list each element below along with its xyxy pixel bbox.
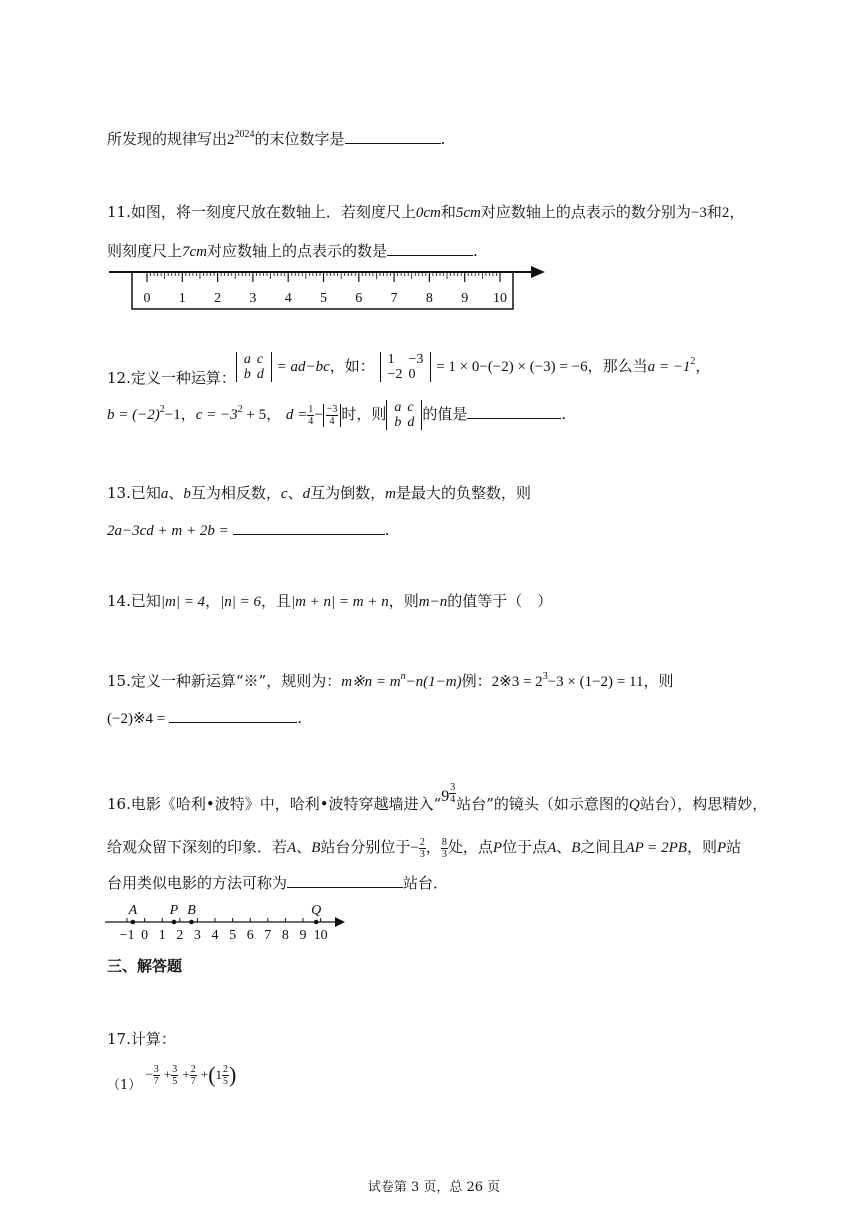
- q16-P: P: [492, 840, 503, 856]
- q12-c-def: c = −3: [195, 407, 238, 423]
- q13-end: .: [384, 521, 390, 539]
- q16-B: B: [311, 840, 321, 856]
- q12-prefix: 12.定义一种运算：: [107, 369, 236, 387]
- q16-line2: [107, 836, 741, 860]
- q12-then: ，那么当: [587, 357, 648, 375]
- q12-c-tail: + 5，: [242, 407, 282, 423]
- q10-exp: 2024: [234, 129, 255, 140]
- q13-c: c: [280, 486, 288, 502]
- q15-answer-blank[interactable]: [169, 708, 297, 723]
- q14-m-abs: |m| = 4: [160, 594, 206, 610]
- q12-c-exp: 2: [237, 404, 243, 415]
- q12-line1: [107, 352, 711, 387]
- q12-d-frac2: [326, 404, 339, 427]
- ex-1: 1: [387, 352, 395, 367]
- q12-eq2: = 1 × 0−(−2) × (−3) = −6: [436, 359, 588, 375]
- frac-numerator: 2: [190, 1063, 196, 1075]
- q13-dun1: 、: [168, 484, 184, 502]
- q16-answer-blank[interactable]: [287, 873, 403, 888]
- section3-heading: 三、解答题: [107, 957, 183, 975]
- q12-eq1: = ad−bc: [276, 359, 330, 375]
- frac-denominator: 4: [329, 415, 335, 427]
- q12-det-target: [386, 400, 422, 430]
- axis-arrow-icon: [531, 266, 545, 278]
- q16-text-g: 位于点: [502, 838, 548, 856]
- q16-text-h: 之间且: [580, 838, 626, 856]
- q13-m: m: [385, 486, 396, 502]
- ruler-label: 9: [461, 291, 469, 306]
- q15-ex: 例：: [461, 672, 492, 690]
- q16-dun2: 、: [556, 838, 572, 856]
- det-a: a: [243, 352, 251, 367]
- q14-comma: ，: [205, 592, 221, 610]
- ruler-label: 0: [143, 291, 151, 306]
- q12-answer-blank[interactable]: [467, 404, 561, 419]
- number-line-label: −1: [119, 928, 135, 943]
- q14-sum-abs: |m + n| = m + n: [290, 594, 389, 610]
- q11-line1: [107, 201, 744, 222]
- q15-ex-exp: 3: [542, 671, 548, 682]
- point-a: [131, 920, 136, 925]
- det-b: b: [243, 367, 251, 382]
- q12-abs-bars: [323, 404, 342, 427]
- q16-comma: ，: [425, 838, 441, 856]
- q12-end: .: [561, 405, 567, 423]
- number-line-label: 9: [299, 928, 307, 943]
- q16-text-a: 16.电影《哈利•波特》中，哈利•波特穿越墙进入“: [107, 795, 442, 813]
- q10-text-b: 的末位数字是: [254, 130, 345, 148]
- q16-text-d: 给观众留下深刻的印象．若: [107, 838, 288, 856]
- q14-text-b: ，且: [260, 592, 291, 610]
- q10-text-a: 所发现的规律写出: [107, 130, 228, 148]
- q17-plus3: +: [200, 1066, 209, 1082]
- q14-text-a: 14.已知: [107, 592, 161, 610]
- q15-line2: [107, 708, 302, 728]
- q10-end: .: [440, 130, 446, 148]
- frac-numerator: 2: [223, 1063, 229, 1075]
- det-a: a: [394, 400, 402, 415]
- point-label-b: B: [187, 903, 196, 918]
- ex-m3: −3: [408, 352, 424, 367]
- q16-B2: B: [571, 840, 581, 856]
- q13-text3: 是最大的负整数，则: [395, 484, 531, 502]
- q14-line: [107, 590, 552, 611]
- q15-line1: [107, 670, 673, 691]
- q11-text-a: 11.如图，将一刻度尺放在数轴上．若刻度尺上: [107, 203, 416, 221]
- frac-numerator: 1: [308, 403, 314, 415]
- number-line-label: 3: [193, 928, 201, 943]
- q16-text-b: 站台”的镜头（如示意图的: [456, 795, 629, 813]
- q16-mixed-frac: [449, 782, 456, 805]
- q11-c0: 0cm: [415, 205, 441, 221]
- page-footer: 试卷第 3 页，总 26 页: [367, 1180, 501, 1195]
- q14-text-d: 的值等于（ ）: [447, 592, 553, 610]
- q16-A2: A: [547, 840, 557, 856]
- q11-text-c: 则刻度尺上: [107, 242, 183, 260]
- q15-rule: m※n = m: [341, 674, 401, 690]
- number-line-label: 2: [176, 928, 184, 943]
- q17-part1-label: （1）: [107, 1077, 142, 1093]
- number-line-label: 4: [211, 928, 219, 943]
- q17-t2: [171, 1064, 178, 1087]
- q16-text-f: 处，点: [447, 838, 493, 856]
- q13-d: d: [302, 486, 311, 502]
- q17-plus1: +: [163, 1066, 172, 1082]
- q16-frac1: [419, 837, 426, 860]
- det-c: c: [407, 400, 414, 415]
- q16-A: A: [287, 840, 297, 856]
- q17-t3: [190, 1064, 197, 1087]
- q11-comma: ，: [729, 203, 745, 221]
- q11-answer-blank[interactable]: [387, 241, 473, 256]
- q17-part1: [107, 1062, 237, 1093]
- point-b: [189, 920, 194, 925]
- det-d: d: [407, 415, 415, 430]
- q16-dun: 、: [296, 838, 312, 856]
- point-label-p: P: [169, 903, 179, 918]
- q15-rule-exp: n: [400, 671, 406, 682]
- ruler-label: 8: [425, 291, 433, 306]
- point-label-a: A: [128, 903, 138, 918]
- number-line-label: 1: [158, 928, 166, 943]
- number-line-label: 7: [264, 928, 272, 943]
- q12-comma: ，: [695, 357, 711, 375]
- q16-line3: [107, 872, 448, 893]
- q10-answer-blank[interactable]: [345, 129, 441, 144]
- q17-t1-sign: −: [145, 1066, 153, 1082]
- q16-text-j: 站: [726, 838, 742, 856]
- q17-paren-right: ): [229, 1062, 237, 1087]
- q17-plus2: +: [182, 1066, 190, 1082]
- q13-answer-blank[interactable]: [233, 520, 385, 535]
- q11-and: 和: [440, 203, 456, 221]
- q17-t4-whole: 1: [215, 1067, 223, 1082]
- ruler-label: 6: [355, 291, 363, 306]
- q11-v2: 2: [721, 205, 730, 221]
- q13-b: b: [183, 486, 191, 502]
- q11-and2: 和: [706, 203, 722, 221]
- q13-line1: [107, 482, 531, 503]
- q13-line2: [107, 520, 390, 540]
- frac-denominator: 4: [308, 415, 314, 427]
- q12-det-def: [236, 352, 272, 382]
- q16-number-line: [105, 898, 350, 944]
- q16-line1: [107, 781, 768, 817]
- frac-denominator: 7: [153, 1075, 159, 1087]
- q13-text2: 互为倒数，: [310, 484, 386, 502]
- q12-when: 时，则: [341, 405, 387, 423]
- frac-denominator: 3: [419, 848, 425, 860]
- ruler-labels: [144, 291, 508, 306]
- point-p: [172, 920, 177, 925]
- q10-tail-line: [107, 128, 445, 149]
- q15-ex-eq: 2※3 = 2: [491, 674, 543, 690]
- q12-line2: [107, 400, 566, 430]
- frac-numerator: 3: [450, 781, 456, 793]
- frac-numerator: 3: [153, 1063, 159, 1075]
- q13-expression: 2a−3cd + m + 2b =: [107, 523, 229, 539]
- ruler-label: 7: [390, 291, 398, 306]
- q11-text-b: 对应数轴上的点表示的数分别为: [480, 203, 691, 221]
- frac-numerator: 3: [172, 1063, 178, 1075]
- frac-denominator: 3: [441, 848, 447, 860]
- frac-denominator: 7: [190, 1075, 196, 1087]
- ruler-label: 10: [493, 291, 507, 306]
- ex-0: 0: [408, 367, 416, 382]
- q16-text-k: 台用类似电影的方法可称为: [107, 874, 288, 892]
- ex-m2: −2: [387, 367, 403, 382]
- q15-ex-tail: −3 × (1−2) = 11: [547, 674, 644, 690]
- q11-c7: 7cm: [182, 244, 208, 260]
- number-line-label: 0: [141, 928, 149, 943]
- q16-frac2: [441, 837, 448, 860]
- q16-text-l: 站台．: [403, 874, 449, 892]
- q14-n-abs: |n| = 6: [220, 594, 261, 610]
- q17-t1: [153, 1064, 160, 1087]
- q11-text-d: 对应数轴上的点表示的数是: [207, 242, 388, 260]
- ruler-label: 3: [249, 291, 257, 306]
- q17-paren-left: (: [208, 1062, 216, 1087]
- q13-text-a: 13.已知: [107, 484, 161, 502]
- q11-c5: 5cm: [455, 205, 481, 221]
- number-line-label: 10: [313, 928, 328, 943]
- frac-numerator: 8: [441, 836, 447, 848]
- q12-a-def: a = −1: [647, 359, 691, 375]
- q17-title: 17.计算：: [107, 1030, 176, 1048]
- q16-text-e: 站台分别位于: [320, 838, 411, 856]
- q16-relation: AP = 2PB: [625, 840, 687, 856]
- q16-text-i: ，则: [686, 838, 717, 856]
- ruler-label: 4: [284, 291, 292, 306]
- q16-mixed-whole: 9: [441, 788, 450, 805]
- number-line-labels: [120, 928, 328, 943]
- point-q: [314, 920, 319, 925]
- number-line-arrow-icon: [335, 917, 345, 927]
- point-label-q: Q: [311, 903, 322, 918]
- frac-numerator: 2: [419, 836, 425, 848]
- q16-text-c: 站台），构思精妙，: [639, 795, 768, 813]
- q10-base: 2: [227, 132, 235, 148]
- number-line-label: 6: [246, 928, 254, 943]
- frac-denominator: 4: [450, 793, 456, 805]
- q15-then: ，则: [643, 672, 674, 690]
- q13-a: a: [160, 486, 169, 502]
- q11-line2: [107, 240, 478, 261]
- q17-t4: [222, 1064, 229, 1087]
- q12-det-example: [380, 352, 432, 382]
- q15-text-a: 15.定义一种新运算“※”，规则为：: [107, 672, 342, 690]
- q13-dun2: 、: [287, 484, 303, 502]
- ruler-label: 1: [178, 291, 186, 306]
- q12-b-def: b = (−2): [107, 407, 160, 423]
- frac-denominator: 5: [172, 1075, 178, 1087]
- q12-b-exp: 2: [159, 404, 165, 415]
- ruler-label: 2: [214, 291, 222, 306]
- q16-P2: P: [716, 840, 727, 856]
- q12-d-minus: −: [314, 407, 323, 423]
- det-c: c: [256, 352, 264, 367]
- q12-b-tail: −1，: [164, 407, 196, 423]
- det-b: b: [394, 415, 402, 430]
- q15-end: .: [297, 709, 303, 727]
- q11-ruler-figure: [105, 262, 550, 314]
- number-line-points: [128, 903, 322, 924]
- q12-ru: ，如：: [329, 357, 375, 375]
- q11-end: .: [473, 242, 478, 260]
- q15-rule-tail: −n(1−m): [405, 674, 462, 690]
- frac-numerator: −3: [326, 403, 338, 415]
- q16-Q: Q: [628, 797, 640, 813]
- ruler-label: 5: [320, 291, 327, 306]
- q13-text1: 互为相反数，: [190, 484, 281, 502]
- q12-value: 的值是: [422, 405, 468, 423]
- number-line-label: 8: [281, 928, 289, 943]
- det-d: d: [256, 367, 264, 382]
- q14-diff: m−n: [418, 594, 448, 610]
- frac-denominator: 5: [223, 1075, 229, 1087]
- ruler-ticks: [147, 272, 500, 282]
- q15-expression: (−2)※4 =: [107, 711, 166, 727]
- q14-text-c: ，则: [388, 592, 419, 610]
- q12-a-exp: 2: [690, 356, 696, 367]
- q16-f1-sign: −: [410, 840, 419, 856]
- q12-d-def: d =: [285, 407, 308, 423]
- q11-v1: −3: [690, 205, 707, 221]
- number-line-label: 5: [229, 928, 237, 943]
